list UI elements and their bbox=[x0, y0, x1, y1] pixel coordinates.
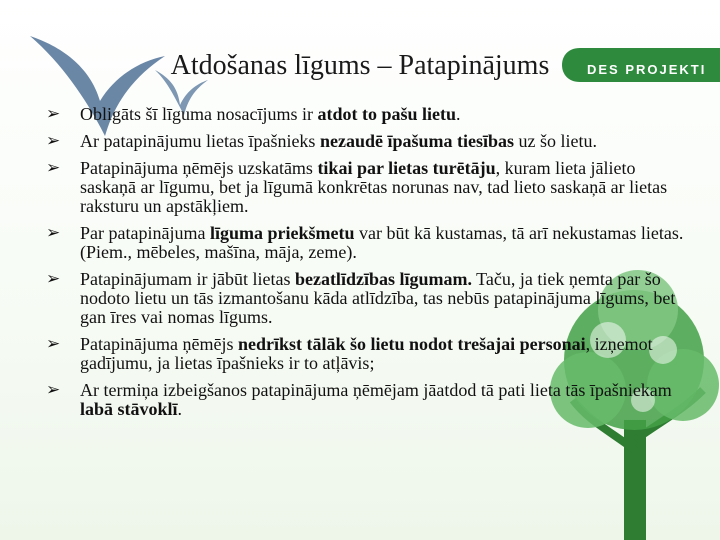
bullet-item bbox=[46, 224, 686, 262]
page-title: Atdošanas līgums – Patapinājums bbox=[170, 50, 550, 81]
arrow-bullet-icon: ➢ bbox=[46, 223, 61, 243]
bullet-text: uz šo lietu. bbox=[513, 131, 597, 151]
bullet-text: , kuram lieta jālieto saskaņā ar līgumu, bet ja līgumā konkrētas norunas nav, tad lieto saskaņā ar lietas raksturu un apstākļiem. bbox=[80, 158, 668, 216]
bullet-emphasis: bezatlīdzības līgumam. bbox=[294, 269, 472, 289]
arrow-bullet-icon: ➢ bbox=[46, 334, 61, 354]
bullet-emphasis: tikai par lietas turētāju bbox=[317, 158, 496, 178]
logo-text: DES PROJEKTI bbox=[587, 62, 707, 77]
bullet-text: Patapinājuma ņēmējs bbox=[80, 334, 238, 354]
bullet-text: Ar patapinājumu lietas īpašnieks bbox=[80, 131, 320, 151]
bullet-text: Ar termiņa izbeigšanos patapinājuma ņēmējam jāatdod tā pati lieta tās īpašniekam bbox=[80, 380, 672, 400]
bullet-text: . bbox=[456, 104, 461, 124]
bullet-text: Patapinājuma ņēmējs uzskatāms bbox=[80, 158, 318, 178]
bullet-emphasis: labā stāvoklī bbox=[80, 399, 178, 419]
arrow-bullet-icon: ➢ bbox=[46, 158, 61, 178]
bullet-text: Patapinājumam ir jābūt lietas bbox=[80, 269, 295, 289]
arrow-bullet-icon: ➢ bbox=[46, 269, 61, 289]
bullet-emphasis: nedrīkst tālāk šo lietu nodot trešajai personai bbox=[237, 334, 586, 354]
bullet-item bbox=[46, 159, 686, 216]
bullet-item bbox=[46, 335, 686, 373]
bullet-item bbox=[46, 132, 686, 151]
bullet-text: Par patapinājuma bbox=[80, 223, 210, 243]
bullet-list bbox=[46, 105, 686, 427]
bullet-text: Taču, ja tiek ņemta par šo nodoto lietu un tās izmantošanu kāda atlīdzība, tas nebūs patapinājuma līgums, bet gan īres vai nomas līgums. bbox=[80, 269, 676, 327]
bullet-item bbox=[46, 105, 686, 124]
bullet-emphasis: atdot to pašu lietu bbox=[317, 104, 456, 124]
bullet-text: . bbox=[177, 399, 183, 419]
bullet-text: , izņemot gadījumu, ja lietas īpašnieks ir to atļāvis; bbox=[80, 334, 653, 373]
arrow-bullet-icon: ➢ bbox=[46, 104, 61, 124]
bullet-emphasis: līguma priekšmetu bbox=[209, 223, 355, 243]
bullet-text: Obligāts šī līguma nosacījums ir bbox=[80, 104, 318, 124]
bullet-item bbox=[46, 270, 686, 327]
bullet-item bbox=[46, 381, 686, 419]
bullet-text: var būt kā kustamas, tā arī nekustamas lietas. (Piem., mēbeles, mašīna, māja, zeme). bbox=[80, 223, 684, 262]
arrow-bullet-icon: ➢ bbox=[46, 131, 61, 151]
arrow-bullet-icon: ➢ bbox=[46, 380, 61, 400]
bullet-emphasis: nezaudē īpašuma tiesības bbox=[319, 131, 514, 151]
